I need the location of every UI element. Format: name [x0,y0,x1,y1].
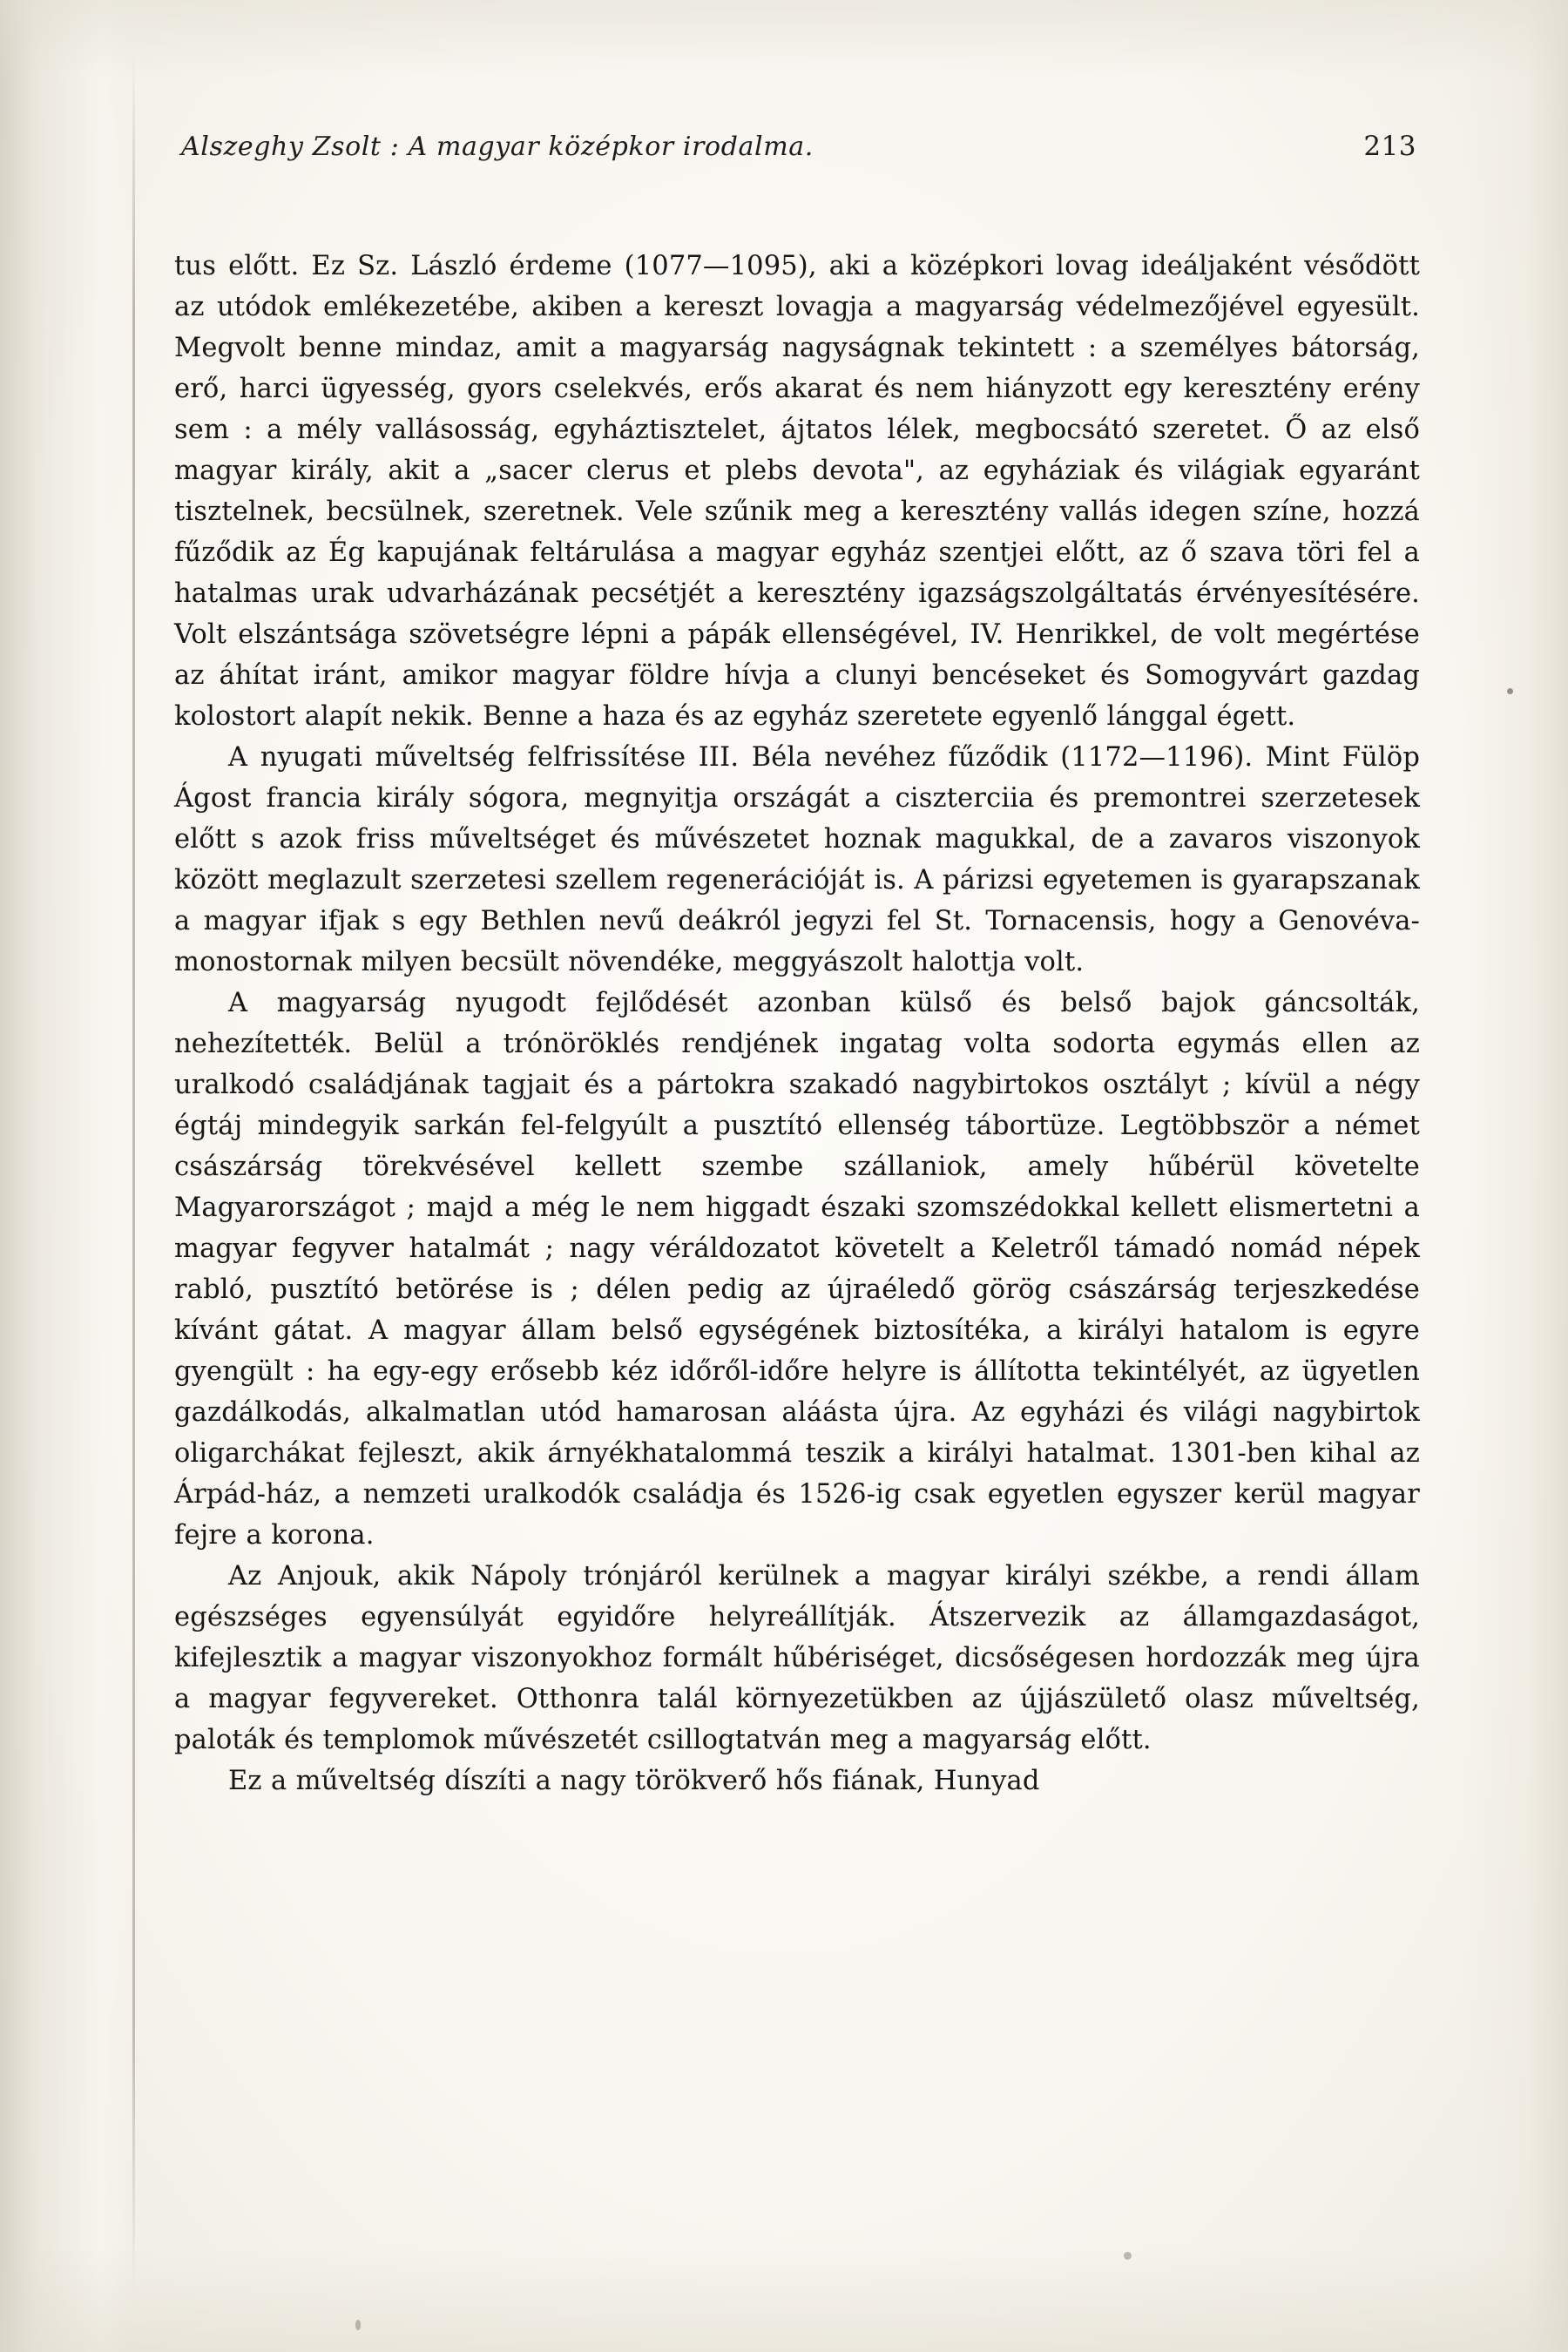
running-head [174,131,1420,162]
page-edge-shadow-bottom [0,2247,1568,2352]
paragraph: Az Anjouk, akik Nápoly trónjáról kerülnek a magyar királyi székbe, a rendi állam egészséges egyensúlyát egyidőre helyreállítják. Átszervezik az államgazdaságot, kifejlesztik a magyar viszonyokhoz formált hűbériséget, dicsőségesen hordozzák meg újra a magyar fegyvereket. Otthonra talál környezetükben az újjászülető olasz műveltség, paloták és templomok művészetét csillogtatván meg a magyarság előtt. [174,1561,1420,1755]
margin-ink-mark [1507,688,1513,694]
page-edge-shadow-right [1463,0,1568,2352]
paragraph: tus előtt. Ez Sz. László érdeme (1077—1095), aki a középkori lovag ideáljaként vésődött az utódok emlékezetébe, akiben a kereszt lovagja a magyarság védelmezőjével egyesült. Megvolt benne mindaz, amit a magyarság nagyságnak tekintett : a személyes bátorság, erő, harci ügyesség, gyors cselekvés, erős akarat és nem hiányzott egy keresztény erény sem : a mély vallásosság, egyháztisztelet, ájtatos lélek, megbocsátó szeretet. Ő az első magyar király, akit a „sacer clerus et plebs devota", az egyháziak és világiak egyaránt tisztelnek, becsülnek, szeretnek. Vele szűnik meg a keresztény vallás idegen színe, hozzá fűződik az Ég kapujának feltárulása a magyar egyház szentjei előtt, az ő szava töri fel a hatalmas urak udvarházának pecsétjét a keresztény igazságszolgáltatás érvényesítésére. Volt elszántsága szövetségre lépni a pápák ellenségével, IV. Henrikkel, de volt megértése az áhítat iránt, amikor magyar földre hívja a clunyi bencéseket és Somogyvárt gazdag kolostort alapít nekik. Benne a haza és az egyház szeretete egyenlő lánggal égett. [174,251,1420,732]
paragraph: A nyugati műveltség felfrissítése III. Béla nevéhez fűződik (1172—1196). Mint Fülöp Ágost francia király sógora, megnyitja országát a ciszterciia és premontrei szerzetesek előtt s azok friss műveltséget és művészetet hoznak magukkal, de a zavaros viszonyok között meglazult szerzetesi szellem regenerációját is. A párizsi egyetemen is gyarapszanak a magyar ifjak s egy Bethlen nevű deákról jegyzi fel St. Tornacensis, hogy a Genovéva-monostornak milyen becsült növendéke, meggyászolt halottja volt. [174,742,1420,977]
page-content [174,131,1420,1801]
body-text [174,246,1420,1801]
ink-speck [1124,2252,1132,2260]
ink-speck [355,2320,361,2330]
paragraph: A magyarság nyugodt fejlődését azonban külső és belső bajok gáncsolták, nehezítették. Belül a trónöröklés rendjének ingatag volta sodorta egymás ellen az uralkodó családjának tagjait és a pártokra szakadó nagybirtokos osztályt ; kívül a négy égtáj mindegyik sarkán fel-felgyúlt a pusztító ellenség tábortüze. Legtöbbször a német császárság törekvésével kellett szembe szállaniok, amely hűbérül követelte Magyarországot ; majd a még le nem higgadt északi szomszédokkal kellett elismertetni a magyar fegyver hatalmát ; nagy véráldozatot követelt a Keletről támadó nomád népek rabló, pusztító betörése is ; délen pedig az újraéledő görög császárság terjeszkedése kívánt gátat. A magyar állam belső egységének biztosítéka, a királyi hatalom is egyre gyengült : ha egy-egy erősebb kéz időről-időre helyre is állította tekintélyét, az ügyetlen gazdálkodás, alkalmatlan utód hamarosan aláásta újra. Az egyházi és világi nagybirtok oligarchákat fejleszt, akik árnyékhatalommá teszik a királyi hatalmat. 1301-ben kihal az Árpád-ház, a nemzeti uralkodók családja és 1526-ig csak egyetlen egyszer kerül magyar fejre a korona. [174,988,1420,1551]
gutter-fold-line [132,52,135,2291]
page-number: 213 [1363,131,1416,162]
page-edge-shadow-left [0,0,131,2352]
running-head-title: Alszeghy Zsolt : A magyar középkor irodalma. [181,132,814,162]
paragraph-last: Ez a műveltség díszíti a nagy törökverő hős fiának, Hunyad [228,1766,1040,1796]
page-edge-shadow-top [0,0,1568,78]
